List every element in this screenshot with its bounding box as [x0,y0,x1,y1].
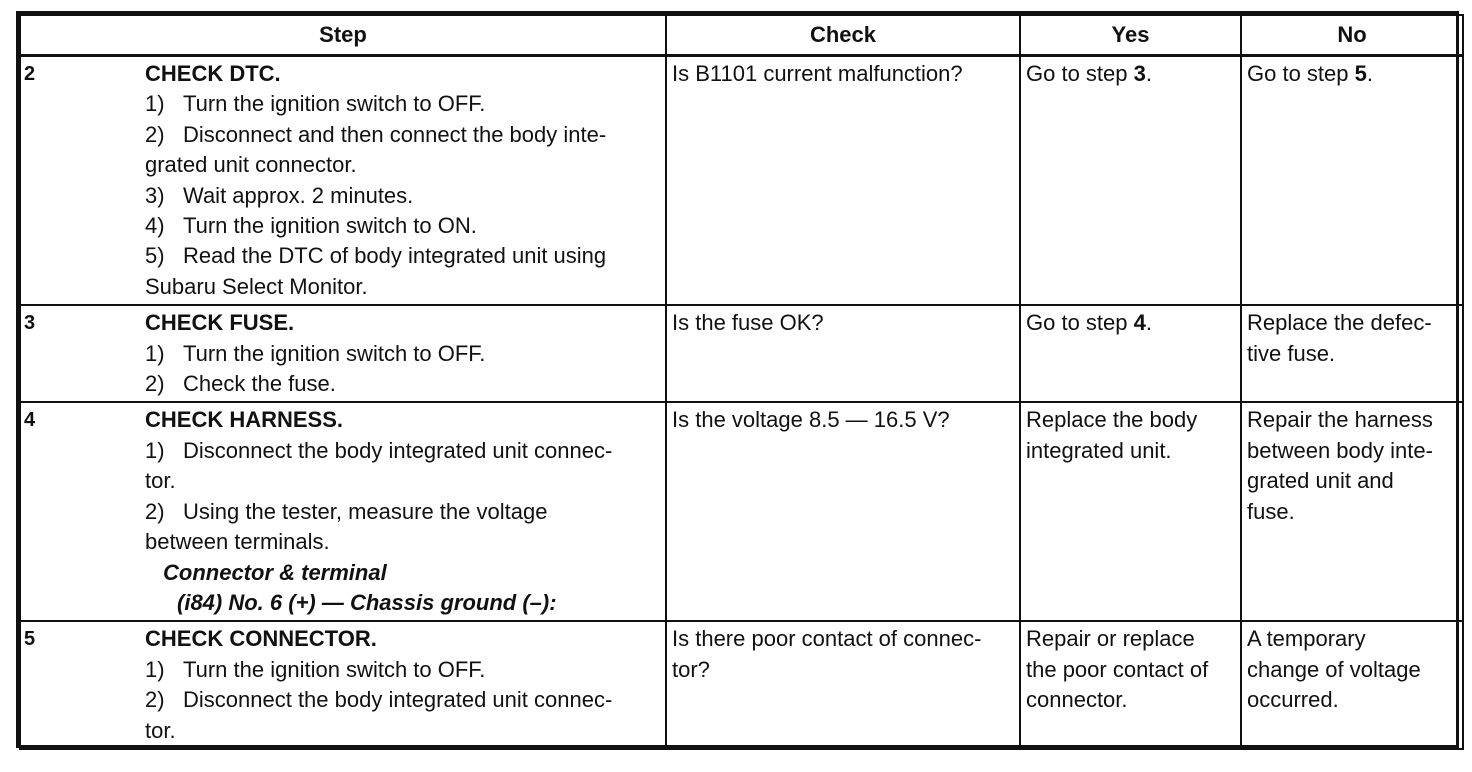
step-instruction: 4) Turn the ignition switch to ON. [145,213,477,239]
step-instruction: 3) Wait approx. 2 minutes. [145,182,414,208]
step-number: 2 [24,63,36,85]
check-text: Is the fuse OK? [672,310,824,336]
check-text: Is there poor contact of connec- [672,626,982,652]
step-number: 4 [24,409,36,432]
step-instruction: 2) Using the tester, measure the voltage [145,498,548,524]
step-title: CHECK FUSE. [145,310,295,336]
header-row [20,15,1463,56]
step-instruction-continued: grated unit connector. [145,152,357,178]
table-row [20,305,1463,402]
step-instruction: 1) Turn the ignition switch to OFF. [145,91,486,117]
check-text: Is B1101 current malfunction? [672,61,963,86]
step-instruction: 1) Disconnect the body integrated unit connec- [145,437,613,463]
yes-text: connector. [1026,687,1128,713]
step-instruction-continued: Subaru Select Monitor. [145,273,368,299]
no-cell [1241,621,1463,749]
check-text: Is the voltage 8.5 — 16.5 V? [672,407,950,433]
header-yes: Yes [1020,15,1241,56]
no-text: occurred. [1247,687,1339,713]
yes-text: Repair or replace [1026,626,1195,652]
header-step: Step [20,15,666,56]
step-instruction-continued: tor. [145,468,176,494]
step-number: 3 [24,312,36,335]
no-text: Replace the defec- [1247,310,1432,336]
yes-text: Go to step 4. [1026,310,1152,336]
no-text: Repair the harness [1247,407,1433,433]
diagnostic-table-document [16,11,1459,748]
step-instruction-continued: tor. [145,717,176,743]
yes-cell [1020,621,1241,749]
step-instruction: 2) Disconnect and then connect the body inte- [145,121,607,147]
check-cell [666,305,1020,402]
yes-cell [1020,305,1241,402]
no-cell [1241,56,1463,306]
check-cell [666,56,1020,306]
header-no: No [1241,15,1463,56]
step-instruction: 2) Disconnect the body integrated unit connec- [145,687,613,713]
table-row [20,56,1463,306]
yes-cell [1020,56,1241,306]
table-row [20,621,1463,749]
yes-cell [1020,402,1241,621]
no-text: tive fuse. [1247,340,1336,366]
no-text: grated unit and [1247,468,1394,494]
step-instruction: 1) Turn the ignition switch to OFF. [145,656,486,682]
step-instruction: 5) Read the DTC of body integrated unit using [145,243,607,269]
connector-terminal-spec: (i84) No. 6 (+) — Chassis ground (–): [177,589,557,615]
step-title: CHECK DTC. [145,61,281,86]
check-text: tor? [672,656,710,682]
step-title: CHECK CONNECTOR. [145,626,377,652]
no-text: between body inte- [1247,437,1433,463]
no-text: A temporary [1247,626,1366,652]
step-number: 5 [24,628,36,651]
no-cell [1241,402,1463,621]
step-instruction: 1) Turn the ignition switch to OFF. [145,340,486,366]
step-cell [20,621,666,749]
step-cell [20,56,666,306]
no-cell [1241,305,1463,402]
no-text: change of voltage [1247,656,1421,682]
step-title: CHECK HARNESS. [145,407,344,433]
yes-text: integrated unit. [1026,437,1172,463]
yes-text: Replace the body [1026,407,1198,433]
yes-text: Go to step 3. [1026,61,1152,86]
connector-terminal-heading: Connector & terminal [163,559,387,585]
header-check: Check [666,15,1020,56]
step-instruction: 2) Check the fuse. [145,371,336,397]
step-instruction-continued: between terminals. [145,529,330,555]
check-cell [666,621,1020,749]
diagnostic-table [19,14,1464,750]
step-cell [20,402,666,621]
check-cell [666,402,1020,621]
table-row [20,402,1463,621]
step-cell [20,305,666,402]
yes-text: the poor contact of [1026,656,1209,682]
no-text: fuse. [1247,498,1295,524]
no-text: Go to step 5. [1247,61,1373,86]
